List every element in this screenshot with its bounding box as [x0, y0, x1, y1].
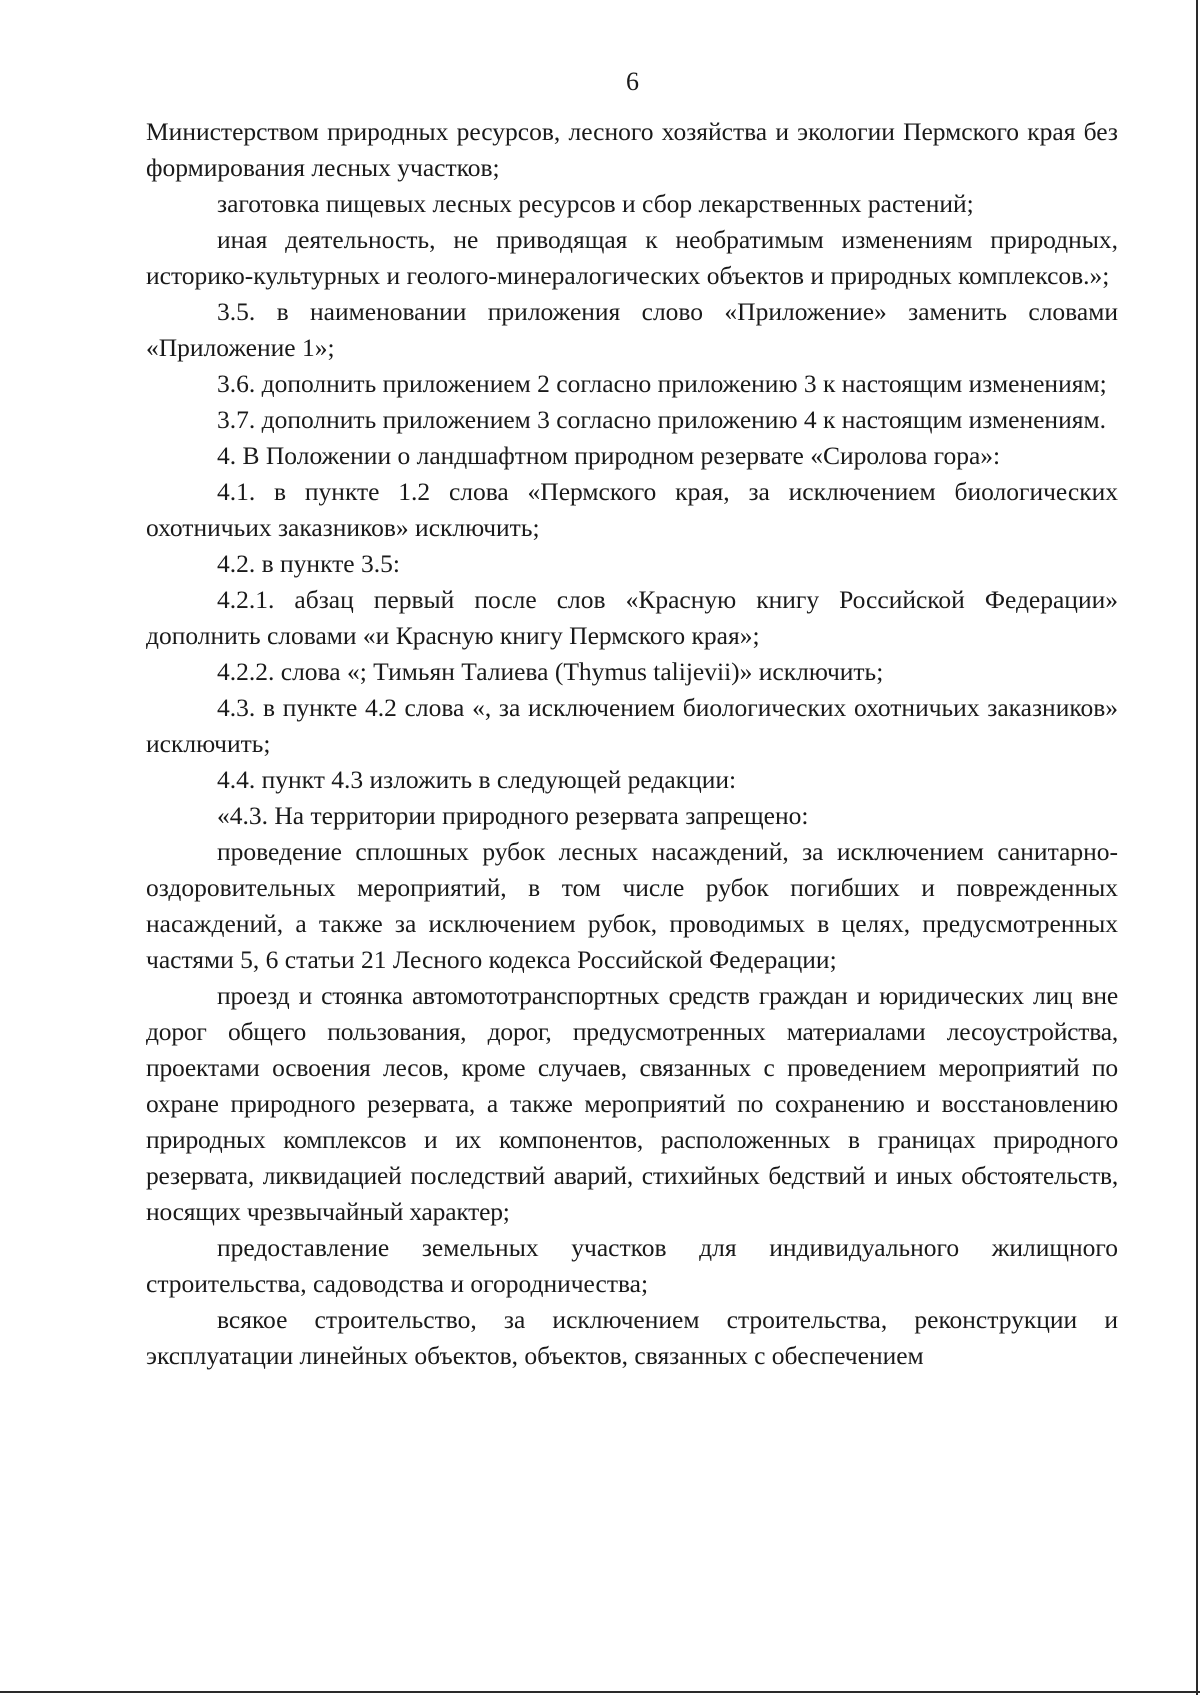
page-edge-bottom: [0, 1691, 1200, 1693]
paragraph: 4.3. в пункте 4.2 слова «, за исключением биологических охотничьих заказников» исключить;: [146, 693, 1118, 758]
paragraph: заготовка пищевых лесных ресурсов и сбор лекарственных растений;: [217, 189, 974, 218]
page-number: 6: [626, 67, 639, 96]
paragraph: «4.3. На территории природного резервата запрещено:: [217, 801, 809, 830]
paragraph: иная деятельность, не приводящая к необратимым изменениям природных, историко-культурных и геолого-минералогических объектов и природных комплексов.»;: [146, 225, 1118, 290]
paragraph: 4.2. в пункте 3.5:: [217, 549, 400, 578]
paragraph: 3.7. дополнить приложением 3 согласно приложению 4 к настоящим изменениям.: [217, 405, 1106, 434]
paragraph: 4.4. пункт 4.3 изложить в следующей редакции:: [217, 765, 737, 794]
page-edge-right: [1196, 0, 1198, 1695]
paragraph: 4. В Положении о ландшафтном природном резервате «Сиролова гора»:: [217, 441, 1001, 470]
paragraph: 3.5. в наименовании приложения слово «Приложение» заменить словами «Приложение 1»;: [146, 297, 1118, 362]
paragraph: 4.1. в пункте 1.2 слова «Пермского края, за исключением биологических охотничьих заказников» исключить;: [146, 477, 1118, 542]
paragraph: проезд и стоянка автомототранспортных средств граждан и юридических лиц вне дорог общего пользования, дорог, предусмотренных материалами лесоустройства, проектами освоения лесов, кроме случаев, связанных с проведением мероприятий по охране природного резервата, а также мероприятий по сохранению и восстановлению природных комплексов и их компонентов, расположенных в границах природного резервата, ликвидацией последствий аварий, стихийных бедствий и иных обстоятельств, носящих чрезвычайный характер;: [146, 981, 1118, 1226]
paragraph: всякое строительство, за исключением строительства, реконструкции и эксплуатации линейных объектов, объектов, связанных с обеспечением: [146, 1305, 1118, 1370]
document-body: [146, 114, 1118, 1374]
paragraph: предоставление земельных участков для индивидуального жилищного строительства, садоводства и огородничества;: [146, 1233, 1118, 1298]
paragraph: Министерством природных ресурсов, лесного хозяйства и экологии Пермского края без формирования лесных участков;: [146, 117, 1118, 182]
paragraph: 3.6. дополнить приложением 2 согласно приложению 3 к настоящим изменениям;: [217, 369, 1107, 398]
paragraph: 4.2.1. абзац первый после слов «Красную книгу Российской Федерации» дополнить словами «и Красную книгу Пермского края»;: [146, 585, 1118, 650]
paragraph: проведение сплошных рубок лесных насаждений, за исключением санитарно-оздоровительных мероприятий, в том числе рубок погибших и поврежденных насаждений, а также за исключением рубок, проводимых в целях, предусмотренных частями 5, 6 статьи 21 Лесного кодекса Российской Федерации;: [146, 837, 1118, 974]
paragraph: 4.2.2. слова «; Тимьян Талиева (Thymus talijevii)» исключить;: [217, 657, 884, 686]
